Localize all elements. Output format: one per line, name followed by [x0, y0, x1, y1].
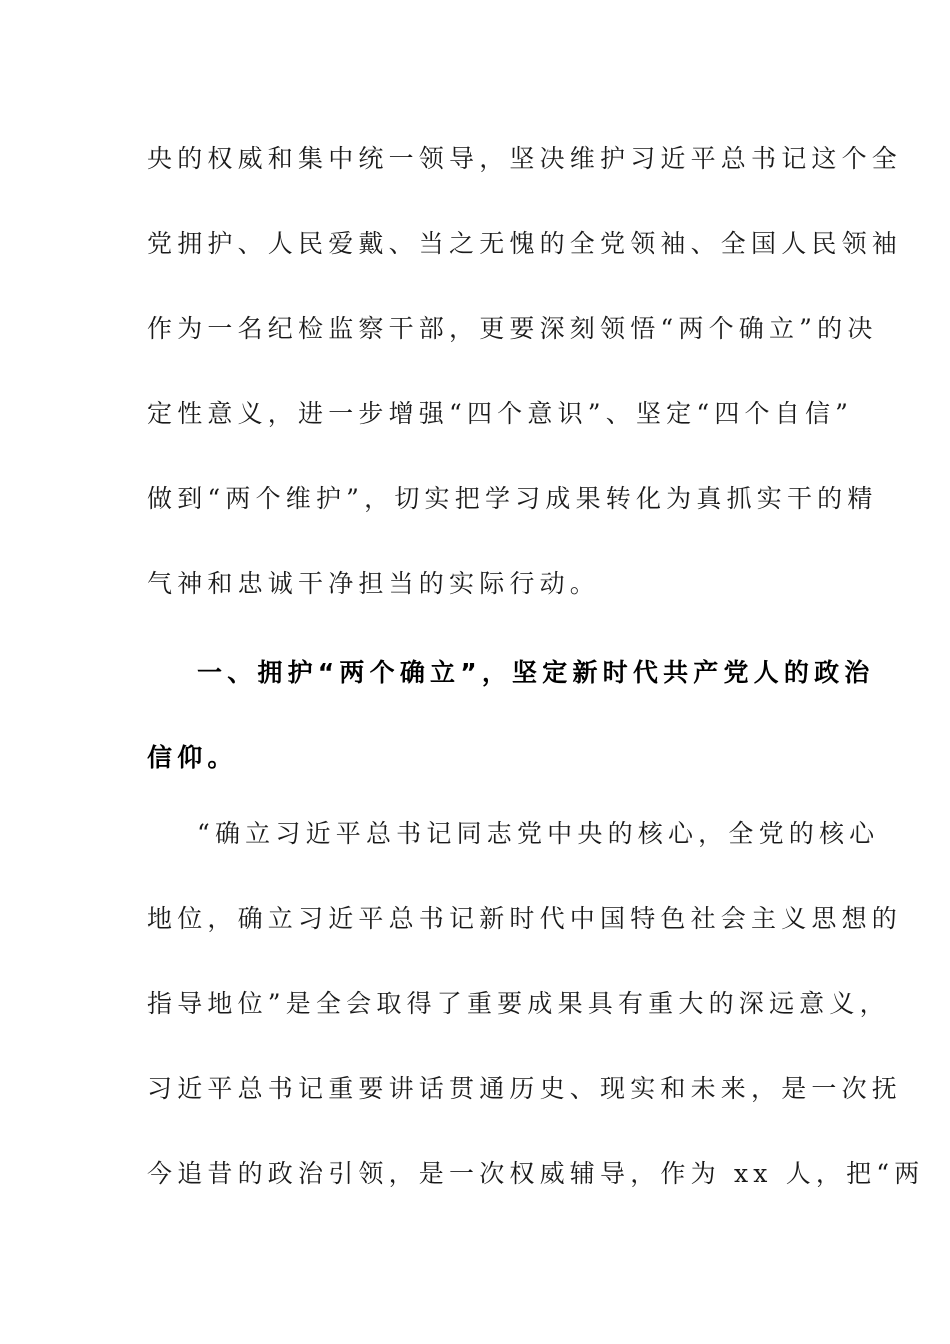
body-text-line: 指导地位”是全会取得了重要成果具有重大的深远意义， [147, 989, 890, 1018]
body-text-line: 地位，确立习近平总书记新时代中国特色社会主义思想的 [147, 904, 903, 933]
body-text-line: 今追昔的政治引领，是一次权威辅导，作为 xx 人，把“两 [147, 1159, 925, 1188]
section-heading: 信仰。 [147, 743, 238, 772]
body-text-line: 做到“两个维护”，切实把学习成果转化为真抓实干的精 [147, 484, 878, 513]
body-text-line: 习近平总书记重要讲话贯通历史、现实和未来，是一次抚 [147, 1074, 903, 1103]
body-text-line: 作为一名纪检监察干部，更要深刻领悟“两个确立”的决 [147, 314, 878, 343]
body-text-line: 气神和忠诚干净担当的实际行动。 [147, 569, 601, 598]
body-text-line: “确立习近平总书记同志党中央的核心，全党的核心 [197, 819, 880, 848]
body-text-line: 央的权威和集中统一领导，坚决维护习近平总书记这个全 [147, 144, 903, 173]
body-text-line: 定性意义，进一步增强“四个意识”、坚定“四个自信” [147, 399, 854, 428]
body-text-line: 党拥护、人民爱戴、当之无愧的全党领袖、全国人民领袖 [147, 229, 903, 258]
section-heading: 一、拥护“两个确立”，坚定新时代共产党人的政治 [197, 658, 875, 687]
